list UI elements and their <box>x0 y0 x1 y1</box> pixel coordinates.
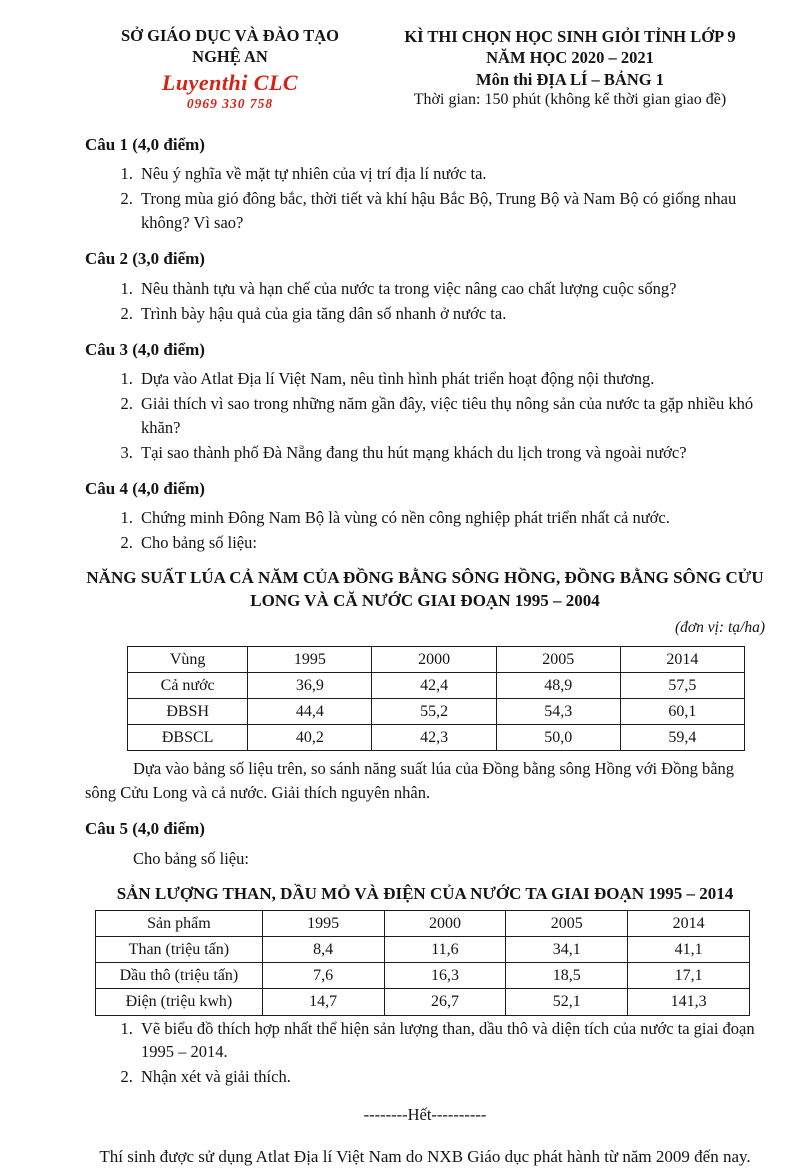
question-5-intro: Cho bảng số liệu: <box>133 848 249 868</box>
end-of-exam-marker: --------Hết---------- <box>363 1105 487 1125</box>
table-cell: 141,3 <box>628 989 750 1015</box>
column-header: 2000 <box>384 910 506 936</box>
row-label: Cả nước <box>128 672 248 698</box>
table-cell: 52,1 <box>506 989 628 1015</box>
table-cell: 16,3 <box>384 963 506 989</box>
document-header <box>85 26 765 113</box>
department-name: SỞ GIÁO DỤC VÀ ĐÀO TẠO <box>120 26 340 45</box>
question-2-heading: Câu 2 (3,0 điểm) <box>85 249 205 269</box>
column-header: Vùng <box>128 646 248 672</box>
question-5 <box>85 817 765 1089</box>
row-label: Điện (triệu kwh) <box>96 989 263 1015</box>
column-header: 2014 <box>628 910 750 936</box>
atlas-permission-note: Thí sinh được sử dụng Atlat Địa lí Việt Nam do NXB Giáo dục phát hành từ năm 2009 đến nay. <box>99 1147 751 1167</box>
question-2-item-1: 1. Nêu thành tựu và hạn chế của nước ta trong việc nâng cao chất lượng cuộc sống? <box>137 277 765 301</box>
table-cell: 36,9 <box>248 672 372 698</box>
rice-table-title: NĂNG SUẤT LÚA CẢ NĂM CỦA ĐỒNG BẰNG SÔNG HỒNG, ĐỒNG BẰNG SÔNG CỬU LONG VÀ CĂ NƯỚC GIAI ĐOẠN 1995 – 2004 <box>86 568 764 611</box>
province-name: NGHỆ AN <box>192 46 268 66</box>
organization-block <box>85 26 375 113</box>
question-4-list <box>85 506 765 555</box>
question-1-item-2: 2. Trong mùa gió đông bắc, thời tiết và khí hậu Bắc Bộ, Trung Bộ và Nam Bộ có giống nhau không? Vì sao? <box>137 187 765 235</box>
table-row <box>128 672 745 698</box>
row-label: ĐBSCL <box>128 725 248 751</box>
brand-logo: Luyenthi CLC <box>161 70 299 96</box>
table-cell: 48,9 <box>496 672 620 698</box>
table-cell: 34,1 <box>506 936 628 962</box>
question-2-list <box>85 277 765 326</box>
question-5-list <box>85 1017 765 1090</box>
table-cell: 18,5 <box>506 963 628 989</box>
question-2 <box>85 247 765 325</box>
question-5-item-2: 2. Nhận xét và giải thích. <box>137 1065 765 1089</box>
table-cell: 60,1 <box>620 699 744 725</box>
table-cell: 14,7 <box>262 989 384 1015</box>
table-cell: 40,2 <box>248 725 372 751</box>
question-2-item-2: 2. Trình bày hậu quả của gia tăng dân số nhanh ở nước ta. <box>137 302 765 326</box>
rice-table-unit-note: (đơn vị: tạ/ha) <box>674 619 765 637</box>
table-cell: 59,4 <box>620 725 744 751</box>
rice-table-header-row <box>128 646 745 672</box>
column-header: 1995 <box>248 646 372 672</box>
exam-title-block <box>375 26 765 111</box>
table-cell: 54,3 <box>496 699 620 725</box>
question-3-heading: Câu 3 (4,0 điểm) <box>85 339 205 359</box>
question-3-item-1: 1. Dựa vào Atlat Địa lí Việt Nam, nêu tình hình phát triển hoạt động nội thương. <box>137 367 765 391</box>
table-row <box>96 936 750 962</box>
exam-title: KÌ THI CHỌN HỌC SINH GIỎI TỈNH LỚP 9 <box>404 27 736 46</box>
duration-line: Thời gian: 150 phút (không kể thời gian giao đề) <box>413 91 727 109</box>
energy-output-table <box>95 910 750 1016</box>
brand-phone-number: 0969 330 758 <box>186 95 274 111</box>
question-3-item-3: 3. Tại sao thành phố Đà Nẵng đang thu hút mạng khách du lịch trong và ngoài nước? <box>137 441 765 465</box>
table-cell: 55,2 <box>372 699 496 725</box>
question-5-heading: Câu 5 (4,0 điểm) <box>85 819 205 839</box>
column-header: Sản phẩm <box>96 910 263 936</box>
question-1 <box>85 133 765 235</box>
question-3 <box>85 338 765 465</box>
question-4-heading: Câu 4 (4,0 điểm) <box>85 478 205 498</box>
energy-table-header-row <box>96 910 750 936</box>
row-label: ĐBSH <box>128 699 248 725</box>
question-4 <box>85 477 765 805</box>
question-1-heading: Câu 1 (4,0 điểm) <box>85 134 205 154</box>
table-cell: 50,0 <box>496 725 620 751</box>
table-row <box>96 963 750 989</box>
table-row <box>128 699 745 725</box>
question-3-list <box>85 367 765 465</box>
table-cell: 42,3 <box>372 725 496 751</box>
question-1-item-1: 1. Nêu ý nghĩa về mặt tự nhiên của vị trí địa lí nước ta. <box>137 162 765 186</box>
table-row <box>96 989 750 1015</box>
subject-line: Môn thi ĐỊA LÍ – BẢNG 1 <box>476 69 664 89</box>
column-header: 2005 <box>496 646 620 672</box>
table-cell: 57,5 <box>620 672 744 698</box>
table-cell: 8,4 <box>262 936 384 962</box>
row-label: Than (triệu tấn) <box>96 936 263 962</box>
rice-yield-table <box>127 646 745 752</box>
question-3-item-2: 2. Giải thích vì sao trong những năm gần đây, việc tiêu thụ nông sản của nước ta gặp nhiều khó khăn? <box>137 392 765 440</box>
row-label: Dầu thô (triệu tấn) <box>96 963 263 989</box>
rice-table-instruction: Dựa vào bảng số liệu trên, so sánh năng suất lúa của Đồng bằng sông Hồng với Đồng bằng sông Cửu Long và cả nước. Giải thích nguyên nhân. <box>85 759 735 803</box>
table-cell: 7,6 <box>262 963 384 989</box>
question-1-list <box>85 162 765 235</box>
column-header: 2000 <box>372 646 496 672</box>
question-4-item-1: 1. Chứng minh Đông Nam Bộ là vùng có nền công nghiệp phát triển nhất cả nước. <box>137 506 765 530</box>
column-header: 2014 <box>620 646 744 672</box>
school-year: NĂM HỌC 2020 – 2021 <box>486 48 654 68</box>
table-cell: 44,4 <box>248 699 372 725</box>
table-cell: 26,7 <box>384 989 506 1015</box>
column-header: 2005 <box>506 910 628 936</box>
column-header: 1995 <box>262 910 384 936</box>
question-5-item-1: 1. Vẽ biểu đồ thích hợp nhất thể hiện sản lượng than, dầu thô và diện tích của nước ta giai đoạn 1995 – 2014. <box>137 1017 765 1065</box>
table-cell: 42,4 <box>372 672 496 698</box>
question-4-item-2: 2. Cho bảng số liệu: <box>137 531 765 555</box>
table-row <box>128 725 745 751</box>
table-cell: 17,1 <box>628 963 750 989</box>
table-cell: 41,1 <box>628 936 750 962</box>
table-cell: 11,6 <box>384 936 506 962</box>
energy-table-title: SẢN LƯỢNG THAN, DẦU MỎ VÀ ĐIỆN CỦA NƯỚC TA GIAI ĐOẠN 1995 – 2014 <box>116 883 734 903</box>
